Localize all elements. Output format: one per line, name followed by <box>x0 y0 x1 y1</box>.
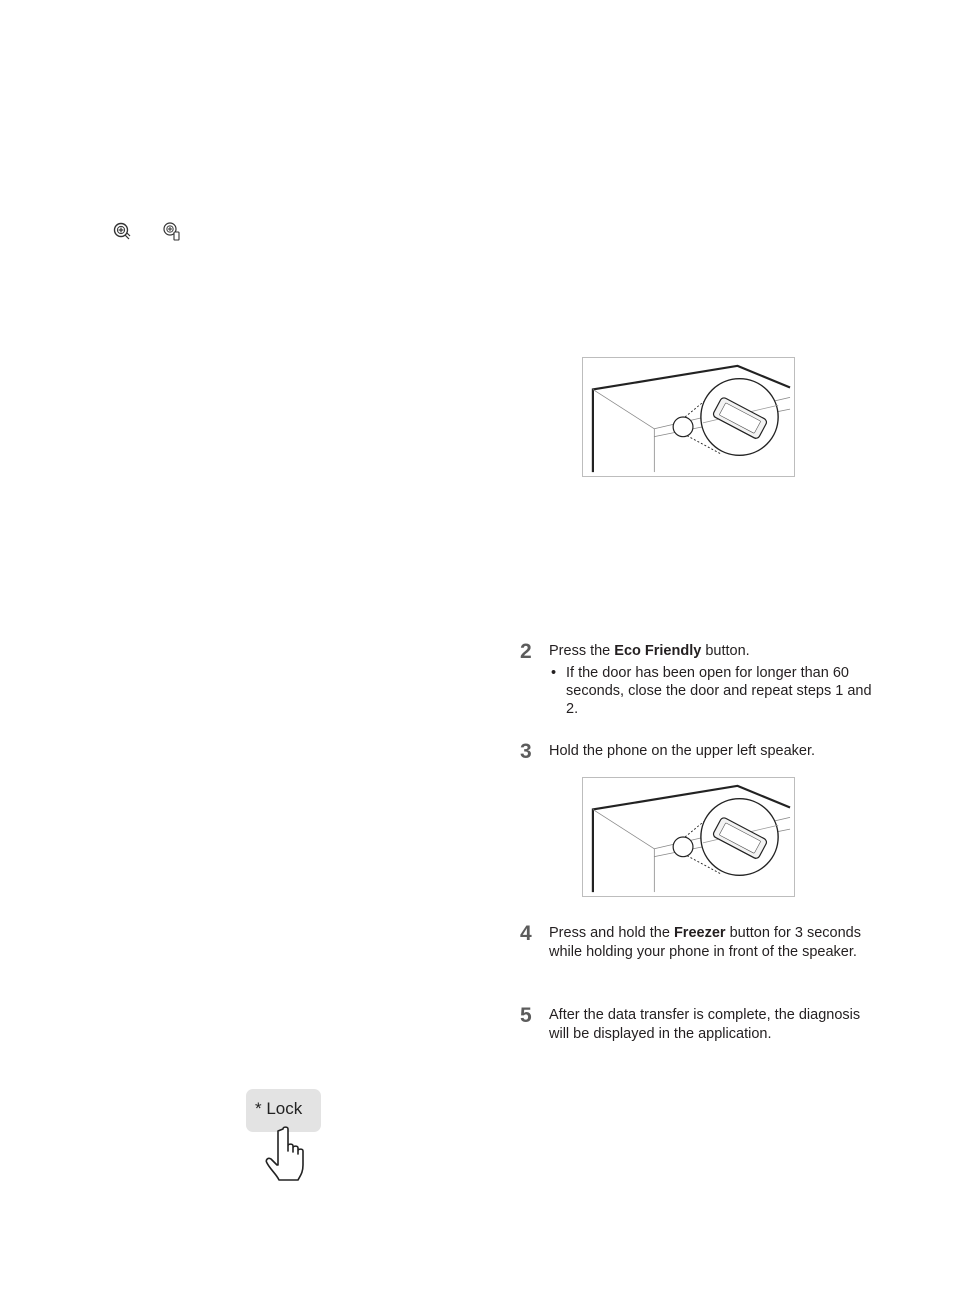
step-5 <box>520 1004 880 1044</box>
step-text-part: Press and hold the <box>549 925 674 941</box>
step-text <box>549 640 880 661</box>
smart-diagnosis-phone-icon <box>162 221 182 241</box>
step-text-part: button for 3 seconds while holding your phone in front of the speaker. <box>549 925 861 960</box>
phone-on-speaker-illustration <box>582 777 795 897</box>
freezer-label: Freezer <box>673 925 726 941</box>
lock-button-illustration <box>246 1089 326 1185</box>
step-text: Hold the phone on the upper left speaker. <box>549 743 816 759</box>
phone-on-speaker-illustration <box>582 357 795 477</box>
step-number: 2 <box>520 640 532 663</box>
step-4 <box>520 922 880 962</box>
eco-friendly-label: Eco Friendly <box>614 643 702 659</box>
step-number: 4 <box>520 922 532 945</box>
step-text-part: button. <box>701 643 750 659</box>
step-text <box>549 922 880 962</box>
lock-button-label: * Lock <box>255 1099 303 1118</box>
step-text-part: Press the <box>549 643 615 659</box>
step-bullet: • If the door has been open for longer than 60 seconds, close the door and repeat steps 1 and 2. <box>549 664 880 718</box>
step-text: After the data transfer is complete, the diagnosis will be displayed in the application. <box>549 1007 861 1042</box>
step-3 <box>520 740 880 761</box>
step-2 <box>520 640 880 718</box>
diagnosis-wheel-icon <box>112 221 132 241</box>
pointing-hand-icon <box>262 1125 312 1183</box>
step-number: 3 <box>520 740 532 763</box>
step-number: 5 <box>520 1004 532 1027</box>
